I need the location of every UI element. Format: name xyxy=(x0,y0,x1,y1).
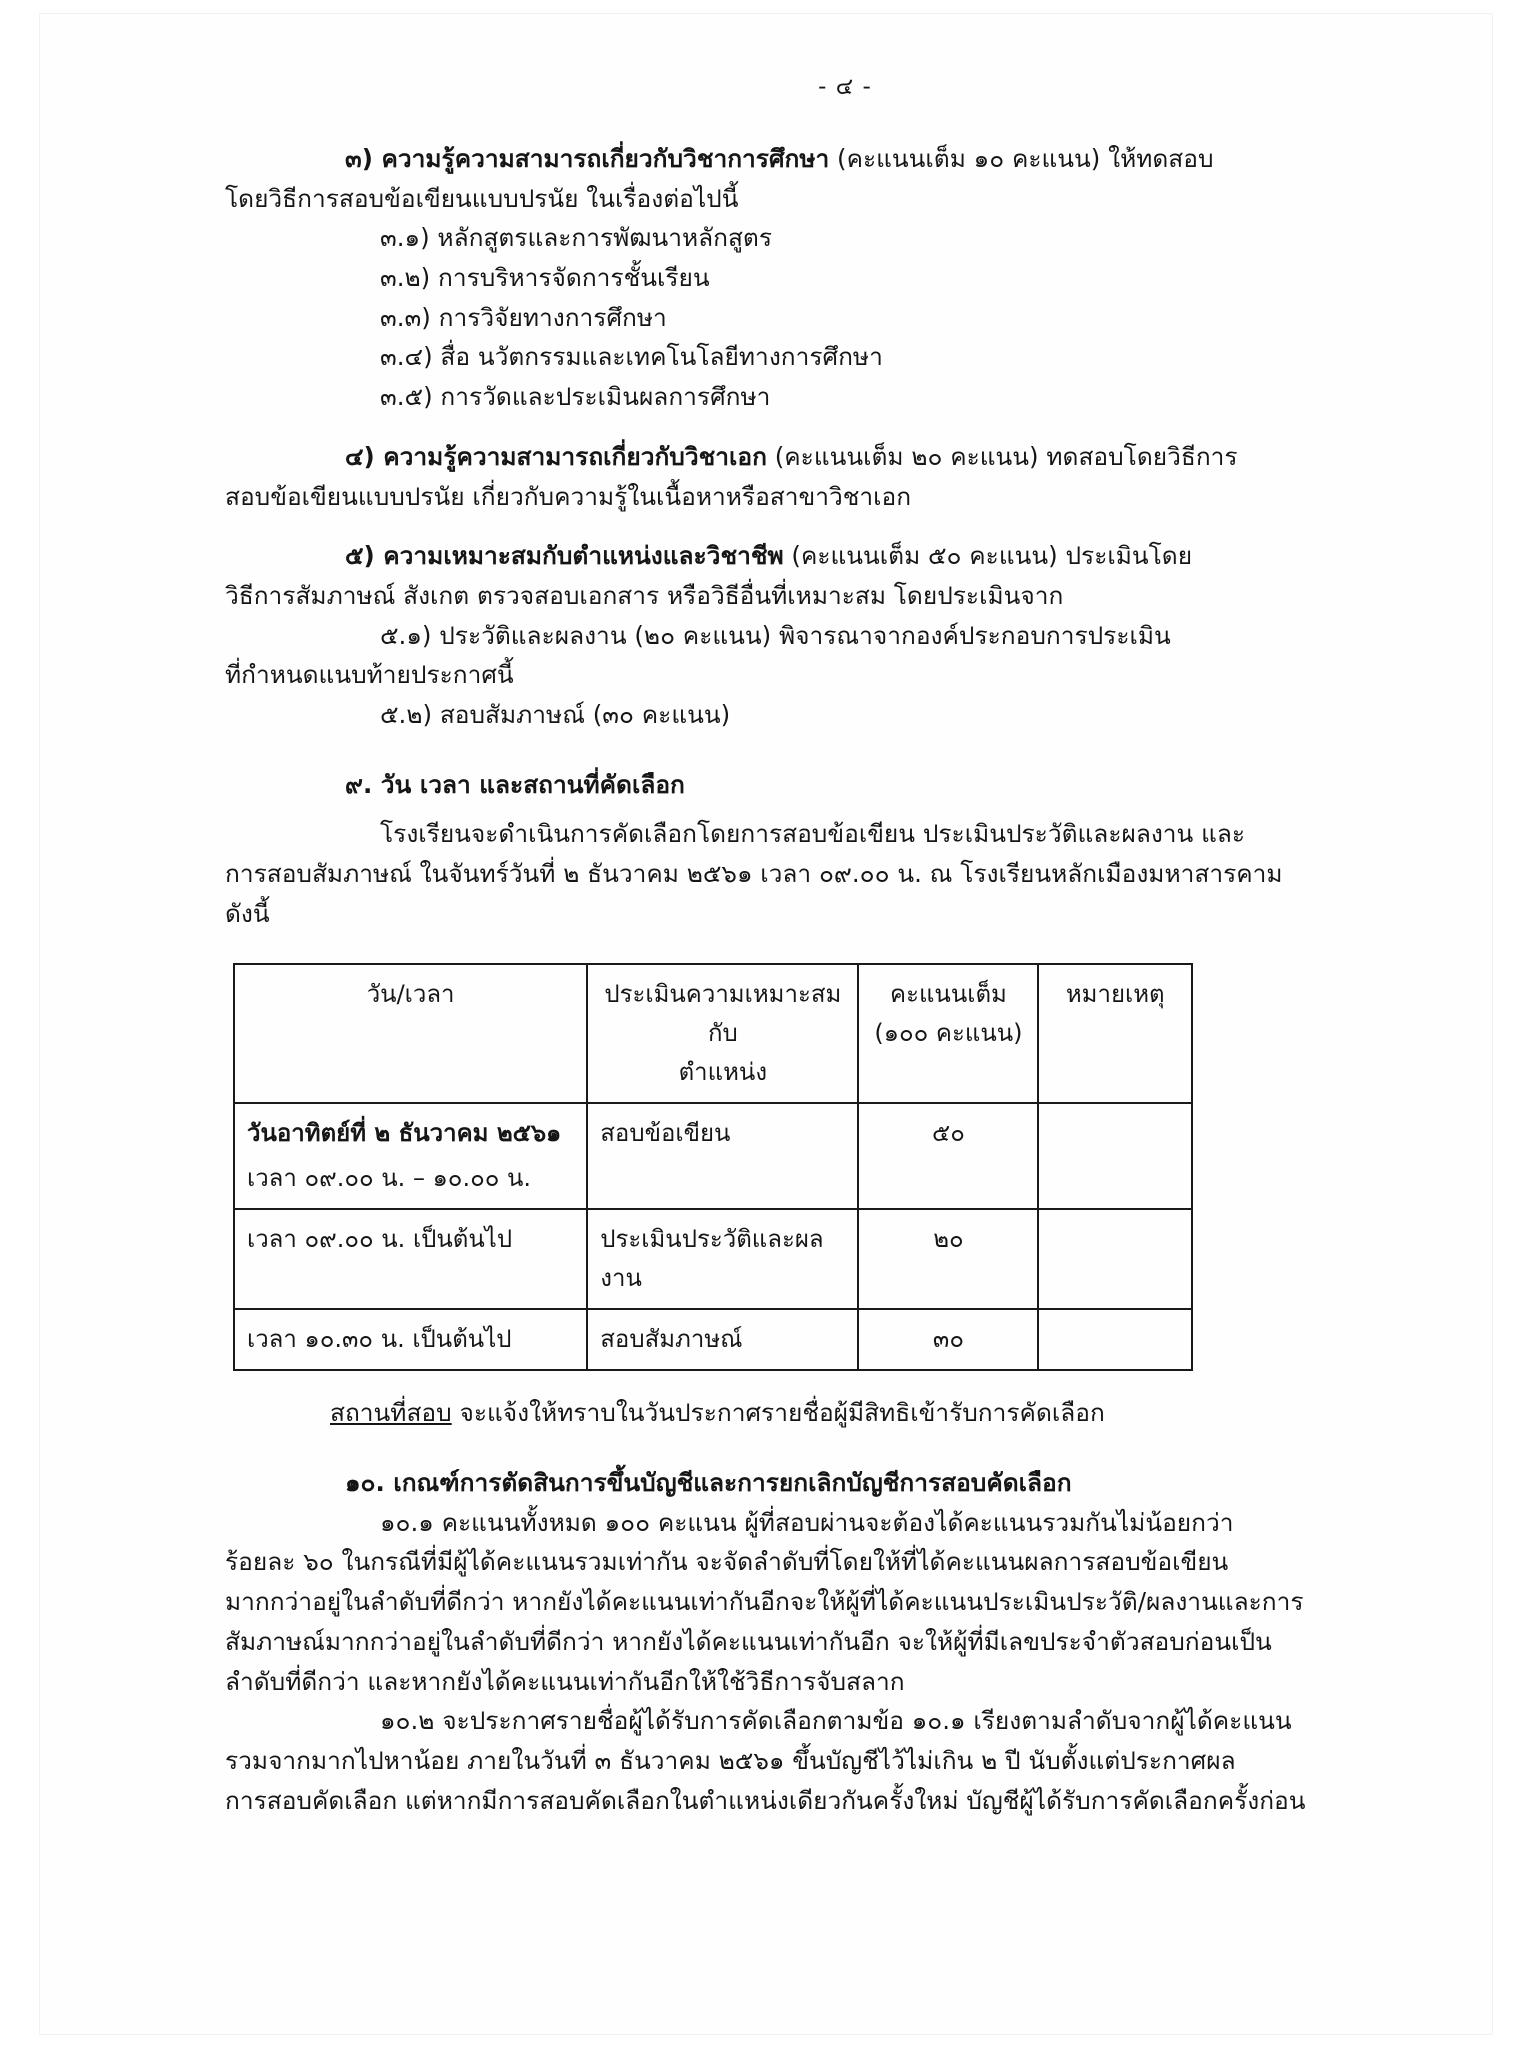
item3-heading-line xyxy=(225,139,1345,179)
cell-score: ๓๐ xyxy=(858,1309,1038,1370)
table-header-row xyxy=(234,964,1192,1103)
item4-heading-rest: (คะแนนเต็ม ๒๐ คะแนน) ทดสอบโดยวิธีการ xyxy=(766,441,1238,471)
item3-sub-2: ๓.๒) การบริหารจัดการชั้นเรียน xyxy=(380,263,710,293)
exam-location-note xyxy=(225,1393,1345,1433)
cell-assessment: สอบสัมภาษณ์ xyxy=(587,1309,858,1370)
item5-line2: วิธีการสัมภาษณ์ สังเกต ตรวจสอบเอกสาร หรือวิธีอื่นที่เหมาะสม โดยประเมินจาก xyxy=(225,580,1064,610)
header-score xyxy=(858,964,1038,1103)
item3-sub-5: ๓.๕) การวัดและประเมินผลการศึกษา xyxy=(380,382,771,412)
item3-sub-4: ๓.๔) สื่อ นวัตกรรมและเทคโนโลยีทางการศึกษา xyxy=(380,342,883,372)
exam-location-rest: จะแจ้งให้ทราบในวันประกาศรายชื่อผู้มีสิทธิเข้ารับการคัดเลือก xyxy=(451,1398,1105,1428)
item5-heading: ๕) ความเหมาะสมกับตำแหน่งและวิชาชีพ xyxy=(345,541,784,571)
page-sheet xyxy=(40,14,1492,2034)
header-remark: หมายเหตุ xyxy=(1038,964,1192,1103)
item10-p2-line3: การสอบคัดเลือก แต่หากมีการสอบคัดเลือกในตำแหน่งเดียวกันครั้งใหม่ บัญชีผู้ได้รับการคัดเลือกครั้งก่อน xyxy=(225,1785,1306,1815)
item3-heading-rest: (คะแนนเต็ม ๑๐ คะแนน) ให้ทดสอบ xyxy=(829,144,1214,173)
item9-heading: ๙. วัน เวลา และสถานที่คัดเลือก xyxy=(345,769,685,799)
cell-remark xyxy=(1038,1209,1192,1309)
item10-p1-line2: ร้อยละ ๖๐ ในกรณีที่มีผู้ได้คะแนนรวมเท่ากัน จะจัดลำดับที่โดยให้ที่ได้คะแนนผลการสอบข้อเขียน xyxy=(225,1547,1229,1577)
table-row xyxy=(234,1209,1192,1309)
table-row xyxy=(234,1103,1192,1209)
spacer xyxy=(225,735,1345,765)
header-day-time: วัน/เวลา xyxy=(234,964,587,1103)
item10-p1-line1: ๑๐.๑ คะแนนทั้งหมด ๑๐๐ คะแนน ผู้ที่สอบผ่านจะต้องได้คะแนนรวมกันไม่น้อยกว่า xyxy=(380,1507,1234,1537)
cell-day-bold: วันอาทิตย์ที่ ๒ ธันวาคม ๒๕๖๑ xyxy=(247,1119,562,1148)
cell-score: ๒๐ xyxy=(858,1209,1038,1309)
item3-heading: ๓) ความรู้ความสามารถเกี่ยวกับวิชาการศึกษา xyxy=(345,144,830,173)
item4-heading: ๔) ความรู้ความสามารถเกี่ยวกับวิชาเอก xyxy=(345,441,767,471)
header-assessment xyxy=(587,964,858,1103)
table-row xyxy=(234,1309,1192,1370)
item10-p1-line5: ลำดับที่ดีกว่า และหากยังได้คะแนนเท่ากันอีกให้ใช้วิธีการจับสลาก xyxy=(225,1666,905,1696)
item3-line2: โดยวิธีการสอบข้อเขียนแบบปรนัย ในเรื่องต่อไปนี้ xyxy=(225,183,739,213)
item5-heading-line xyxy=(225,536,1345,576)
table-header xyxy=(234,964,1192,1103)
item9-line1: โรงเรียนจะดำเนินการคัดเลือกโดยการสอบข้อเขียน ประเมินประวัติและผลงาน และ xyxy=(380,819,1246,849)
item10-p1-line4: สัมภาษณ์มากกว่าอยู่ในลำดับที่ดีกว่า หากยังได้คะแนนเท่ากันอีก จะให้ผู้ที่มีเลขประจำตัวสอบก่อนเป็น xyxy=(225,1626,1272,1656)
cell-day-time: เวลา ๑๐.๓๐ น. เป็นต้นไป xyxy=(234,1309,587,1370)
cell-remark xyxy=(1038,1309,1192,1370)
cell-assessment: สอบข้อเขียน xyxy=(587,1103,858,1209)
header-assessment-line1: ประเมินความเหมาะสมกับ xyxy=(604,980,842,1048)
item10-p2-line2: รวมจากมากไปหาน้อย ภายในวันที่ ๓ ธันวาคม ๒๕๖๑ ขึ้นบัญชีไว้ไม่เกิน ๒ ปี นับตั้งแต่ประกาศผล xyxy=(225,1745,1236,1775)
item5-sub1-line2: ที่กำหนดแนบท้ายประกาศนี้ xyxy=(225,660,514,690)
cell-remark xyxy=(1038,1103,1192,1209)
item10-p2-line1: ๑๐.๒ จะประกาศรายชื่อผู้ได้รับการคัดเลือกตามข้อ ๑๐.๑ เรียงตามลำดับจากผู้ได้คะแนน xyxy=(380,1706,1292,1736)
header-score-line1: คะแนนเต็ม xyxy=(890,980,1007,1009)
item10-p1-line3: มากกว่าอยู่ในลำดับที่ดีกว่า หากยังได้คะแนนเท่ากันอีกจะให้ผู้ที่ได้คะแนนประเมินประวัติ/ผลงานและการ xyxy=(225,1587,1304,1617)
item9-line3: ดังนี้ xyxy=(225,898,270,928)
table-body xyxy=(234,1103,1192,1370)
item5-heading-rest: (คะแนนเต็ม ๕๐ คะแนน) ประเมินโดย xyxy=(783,541,1193,571)
cell-day-sub: เวลา ๐๙.๐๐ น. – ๑๐.๐๐ น. xyxy=(247,1164,532,1193)
cell-assessment: ประเมินประวัติและผลงาน xyxy=(587,1209,858,1309)
spacer xyxy=(225,1433,1345,1463)
spacer xyxy=(225,804,1345,814)
spacer xyxy=(225,516,1345,536)
header-score-line2: (๑๐๐ คะแนน) xyxy=(874,1019,1023,1048)
spacer xyxy=(225,417,1345,437)
page-number: - ๔ - xyxy=(818,74,872,100)
item3-sub-1: ๓.๑) หลักสูตรและการพัฒนาหลักสูตร xyxy=(380,223,772,253)
item3-sub-3: ๓.๓) การวิจัยทางการศึกษา xyxy=(380,302,667,332)
item9-line2: การสอบสัมภาษณ์ ในจันทร์วันที่ ๒ ธันวาคม ๒๕๖๑ เวลา ๐๙.๐๐ น. ณ โรงเรียนหลักเมืองมหาสารคาม xyxy=(225,859,1283,888)
cell-day-time: เวลา ๐๙.๐๐ น. เป็นต้นไป xyxy=(234,1209,587,1309)
exam-location-label: สถานที่สอบ xyxy=(330,1398,452,1428)
page-content xyxy=(225,69,1345,1820)
header-assessment-line2: ตำแหน่ง xyxy=(678,1058,768,1087)
item4-heading-line xyxy=(225,437,1345,477)
schedule-table xyxy=(233,963,1193,1371)
item10-heading: ๑๐. เกณฑ์การตัดสินการขึ้นบัญชีและการยกเลิกบัญชีการสอบคัดเลือก xyxy=(345,1468,1072,1498)
cell-score: ๕๐ xyxy=(858,1103,1038,1209)
item4-line2: สอบข้อเขียนแบบปรนัย เกี่ยวกับความรู้ในเนื้อหาหรือสาขาวิชาเอก xyxy=(225,481,912,511)
item5-sub2: ๕.๒) สอบสัมภาษณ์ (๓๐ คะแนน) xyxy=(380,699,731,729)
item5-sub1-line1: ๕.๑) ประวัติและผลงาน (๒๐ คะแนน) พิจารณาจากองค์ประกอบการประเมิน xyxy=(380,620,1171,650)
cell-day-time xyxy=(234,1103,587,1209)
